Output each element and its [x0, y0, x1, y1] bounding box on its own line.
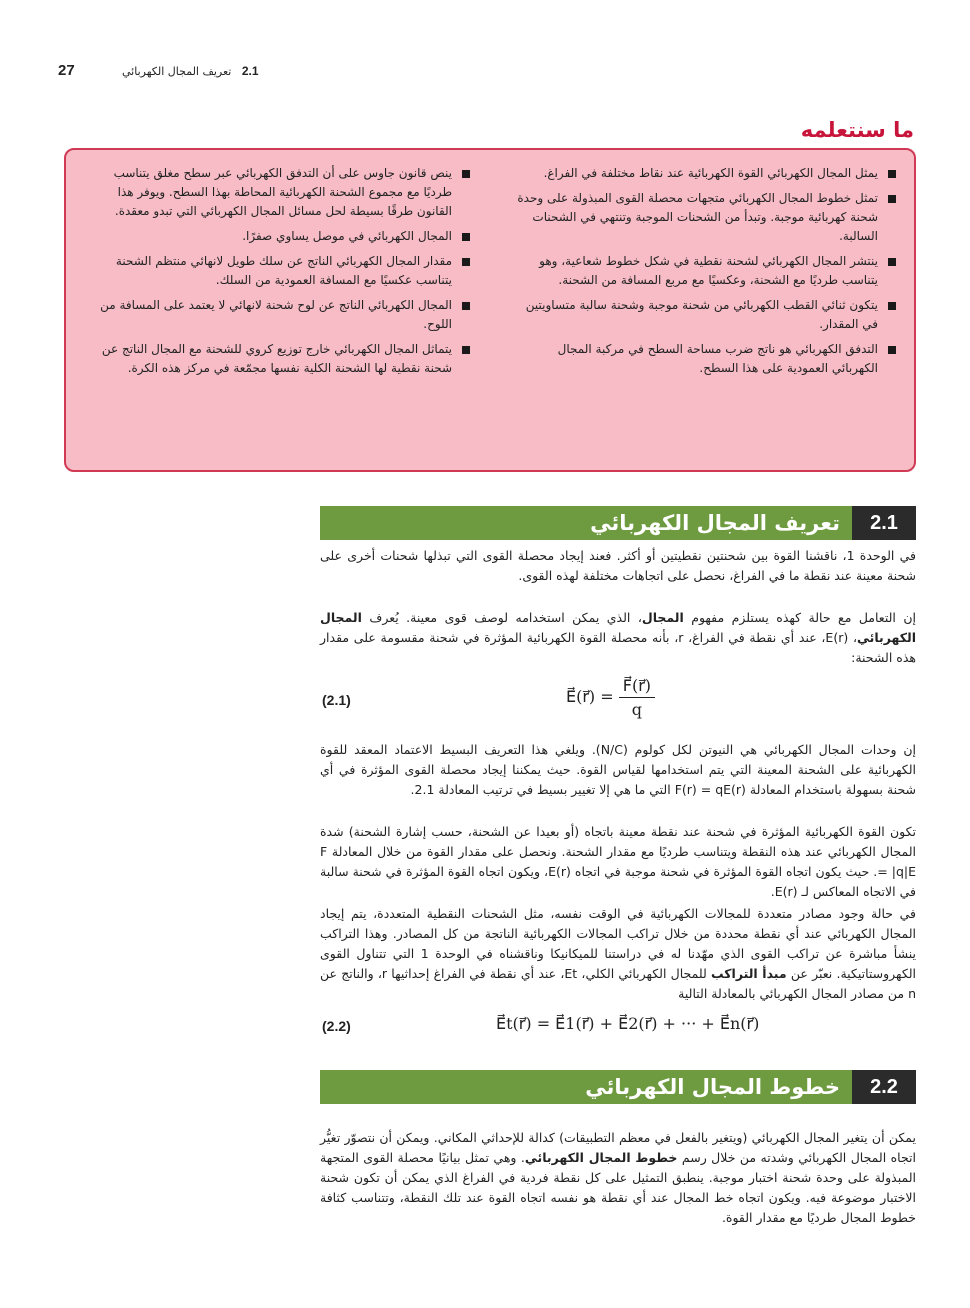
- paragraph: إن التعامل مع حالة كهذه يستلزم مفهوم المجال، الذي يمكن استخدامه لوصف قوى معينة. يُعرف المجال الكهربائي، E(r)، عند أي نقطة في الفراغ، r، بأنه محصلة القوة الكهربائية المؤثرة في شحنة مقسومة على مقدار هذه الشحنة:: [320, 610, 916, 665]
- paragraph: تكون القوة الكهربائية المؤثرة في شحنة عند نقطة معينة باتجاه (أو بعيدا عن الشحنة، حسب إشارة الشحنة) شدة المجال الكهربائي عند هذه النقطة ويتناسب طرديًا مع مقدار الشحنة. ونحصل على مقدار القوة من خلال المعادلة F = |q|E. حيث يكون اتجاه القوة المؤثرة في شحنة موجبة في اتجاه E(r)، ويكون اتجاه القوة المؤثرة في شحنة سالبة في الاتجاه المعاكس لـ E(r).: [320, 824, 917, 899]
- running-header: [122, 64, 259, 78]
- term-field-lines: خطوط المجال الكهربائي: [524, 1150, 678, 1165]
- equation-numerator: F⃗(r⃗): [619, 676, 655, 698]
- equation-denominator: q: [631, 700, 643, 719]
- page-number: 27: [58, 62, 75, 79]
- section-title: تعريف المجال الكهربائي: [590, 511, 840, 535]
- learn-box: [64, 148, 916, 472]
- section-number: 2.2: [852, 1070, 916, 1104]
- equation-number: (2.2): [322, 1018, 351, 1034]
- equation-fraction: [619, 676, 655, 719]
- section-title: خطوط المجال الكهربائي: [585, 1075, 840, 1099]
- paragraph: إن وحدات المجال الكهربائي هي النيوتن لكل كولوم (N/C). ويلغي هذا التعريف البسيط الاعتماد المعقد للقوة الكهربائية على الشحنة المعينة التي يتم استخدامها لقياس القوة. حيث يمكننا إيجاد محصلة القوى المؤثرة في أي شحنة بسهولة باستخدام المعادلة F(r) = qE(r) التي ما هي إلا تغيير بسيط في ترتيب المعادلة 2.1.: [320, 742, 916, 797]
- equation-number: (2.1): [322, 692, 351, 708]
- equation-2-2: E⃗t(r⃗) = E⃗1(r⃗) + E⃗2(r⃗) + ··· + E⃗n(r⃗): [496, 1014, 760, 1033]
- section-number: 2.1: [852, 506, 916, 540]
- paragraph: في حالة وجود مصادر متعددة للمجالات الكهربائية في الوقت نفسه، مثل الشحنات النقطية المتعددة، يتم إيجاد المجال الكهربائي عند أي نقطة محددة من خلال تراكب المجالات الكهربائية الناتجة من كل المصادر. وهذا التراكب ينشأ مباشرة عن تراكب القوى الذي مهّدنا له في دراستنا للميكانيكا وناقشناه في الوحدة 1 التي تتناول القوى الكهروستاتيكية. نعبّر عن مبدأ التراكب للمجال الكهربائي الكلي، Et، عند أي نقطة في الفراغ إحداثيها r، والناتج عن n من مصادر المجال الكهربائي بالمعادلة التالية: [320, 906, 917, 1001]
- learn-title: ما سنتعلمه: [800, 118, 914, 142]
- learn-item: المجال الكهربائي الناتج عن لوح شحنة لانهائي لا يعتمد على المسافة من اللوح.: [88, 296, 472, 334]
- learn-item: التدفق الكهربائي هو ناتج ضرب مساحة السطح في مركبة المجال الكهربائي العمودية على هذا السطح.: [510, 340, 898, 378]
- learn-left-column: [88, 164, 472, 384]
- learn-item: ينتشر المجال الكهربائي لشحنة نقطية في شكل خطوط شعاعية، وهو يتناسب طرديًا مع الشحنة، وعكسيًا مع مربع المسافة من الشحنة.: [510, 252, 898, 290]
- learn-item: ينص قانون جاوس على أن التدفق الكهربائي عبر سطح مغلق يتناسب طرديًا مع مجموع الشحنة الكهربائية المحاطة بهذا السطح. ويوفر هذا القانون طرقًا بسيطة لحل مسائل المجال الكهربائي التي تبدو معقدة.: [88, 164, 472, 221]
- equation-lhs: E⃗(r⃗) =: [566, 687, 614, 706]
- running-header-section-number: 2.1: [241, 64, 259, 78]
- equation-2-1: [566, 676, 655, 719]
- learn-item: يتكون ثنائي القطب الكهربائي من شحنة موجبة وشحنة سالبة متساويتين في المقدار.: [510, 296, 898, 334]
- term-electric-field: المجال الكهربائي: [320, 610, 916, 645]
- running-header-title: تعريف المجال الكهربائي: [122, 65, 232, 78]
- learn-right-column: [510, 164, 898, 384]
- learn-item: المجال الكهربائي في موصل يساوي صفرًا.: [88, 227, 472, 246]
- learn-item: يمثل المجال الكهربائي القوة الكهربائية عند نقاط مختلفة في الفراغ.: [510, 164, 898, 183]
- section-heading-2-1: [320, 506, 916, 540]
- learn-item: تمثل خطوط المجال الكهربائي متجهات محصلة القوى المبذولة على وحدة شحنة كهربائية موجبة. وتبدأ من الشحنات الموجبة وتنتهي في الشحنات السالبة.: [510, 189, 898, 246]
- paragraph: يمكن أن يتغير المجال الكهربائي (ويتغير بالفعل في معظم التطبيقات) كدالة للإحداثي المكاني. ويمكن أن نتصوّر تغيُّر اتجاه المجال الكهربائي وشدته من خلال رسم خطوط المجال الكهربائي. وهي تمثل بيانيًا محصلة القوى المتجهة المبذولة على وحدة شحنة اختبار موجبة. ينطبق التمثيل على كل نقطة فردية في الفراغ الذي يمكن أن تكون شحنة الاختبار موضوعة فيه. ويكون اتجاه خط المجال عند أي نقطة هو نفسه اتجاه القوة عند تلك النقطة، وتتناسب كثافة خطوط المجال طرديًا مع مقدار القوة.: [320, 1130, 917, 1225]
- learn-item: مقدار المجال الكهربائي الناتج عن سلك طويل لانهائي منتظم الشحنة يتناسب عكسيًا مع المسافة العمودية من السلك.: [88, 252, 472, 290]
- paragraph: في الوحدة 1، ناقشنا القوة بين شحنتين نقطيتين أو أكثر. فعند إيجاد محصلة القوى التي تبذلها شحنات أخرى على شحنة معينة عند نقطة ما في الفراغ، نحصل على اتجاهات مختلفة لهذه القوى.: [320, 548, 917, 583]
- term-field: المجال: [641, 610, 684, 625]
- term-superposition: مبدأ التراكب: [711, 966, 787, 981]
- learn-item: يتماثل المجال الكهربائي خارج توزيع كروي للشحنة مع المجال الناتج عن شحنة نقطية لها الشحنة الكلية نفسها مجمّعة في مركز هذه الكرة.: [88, 340, 472, 378]
- section-heading-2-2: [320, 1070, 916, 1104]
